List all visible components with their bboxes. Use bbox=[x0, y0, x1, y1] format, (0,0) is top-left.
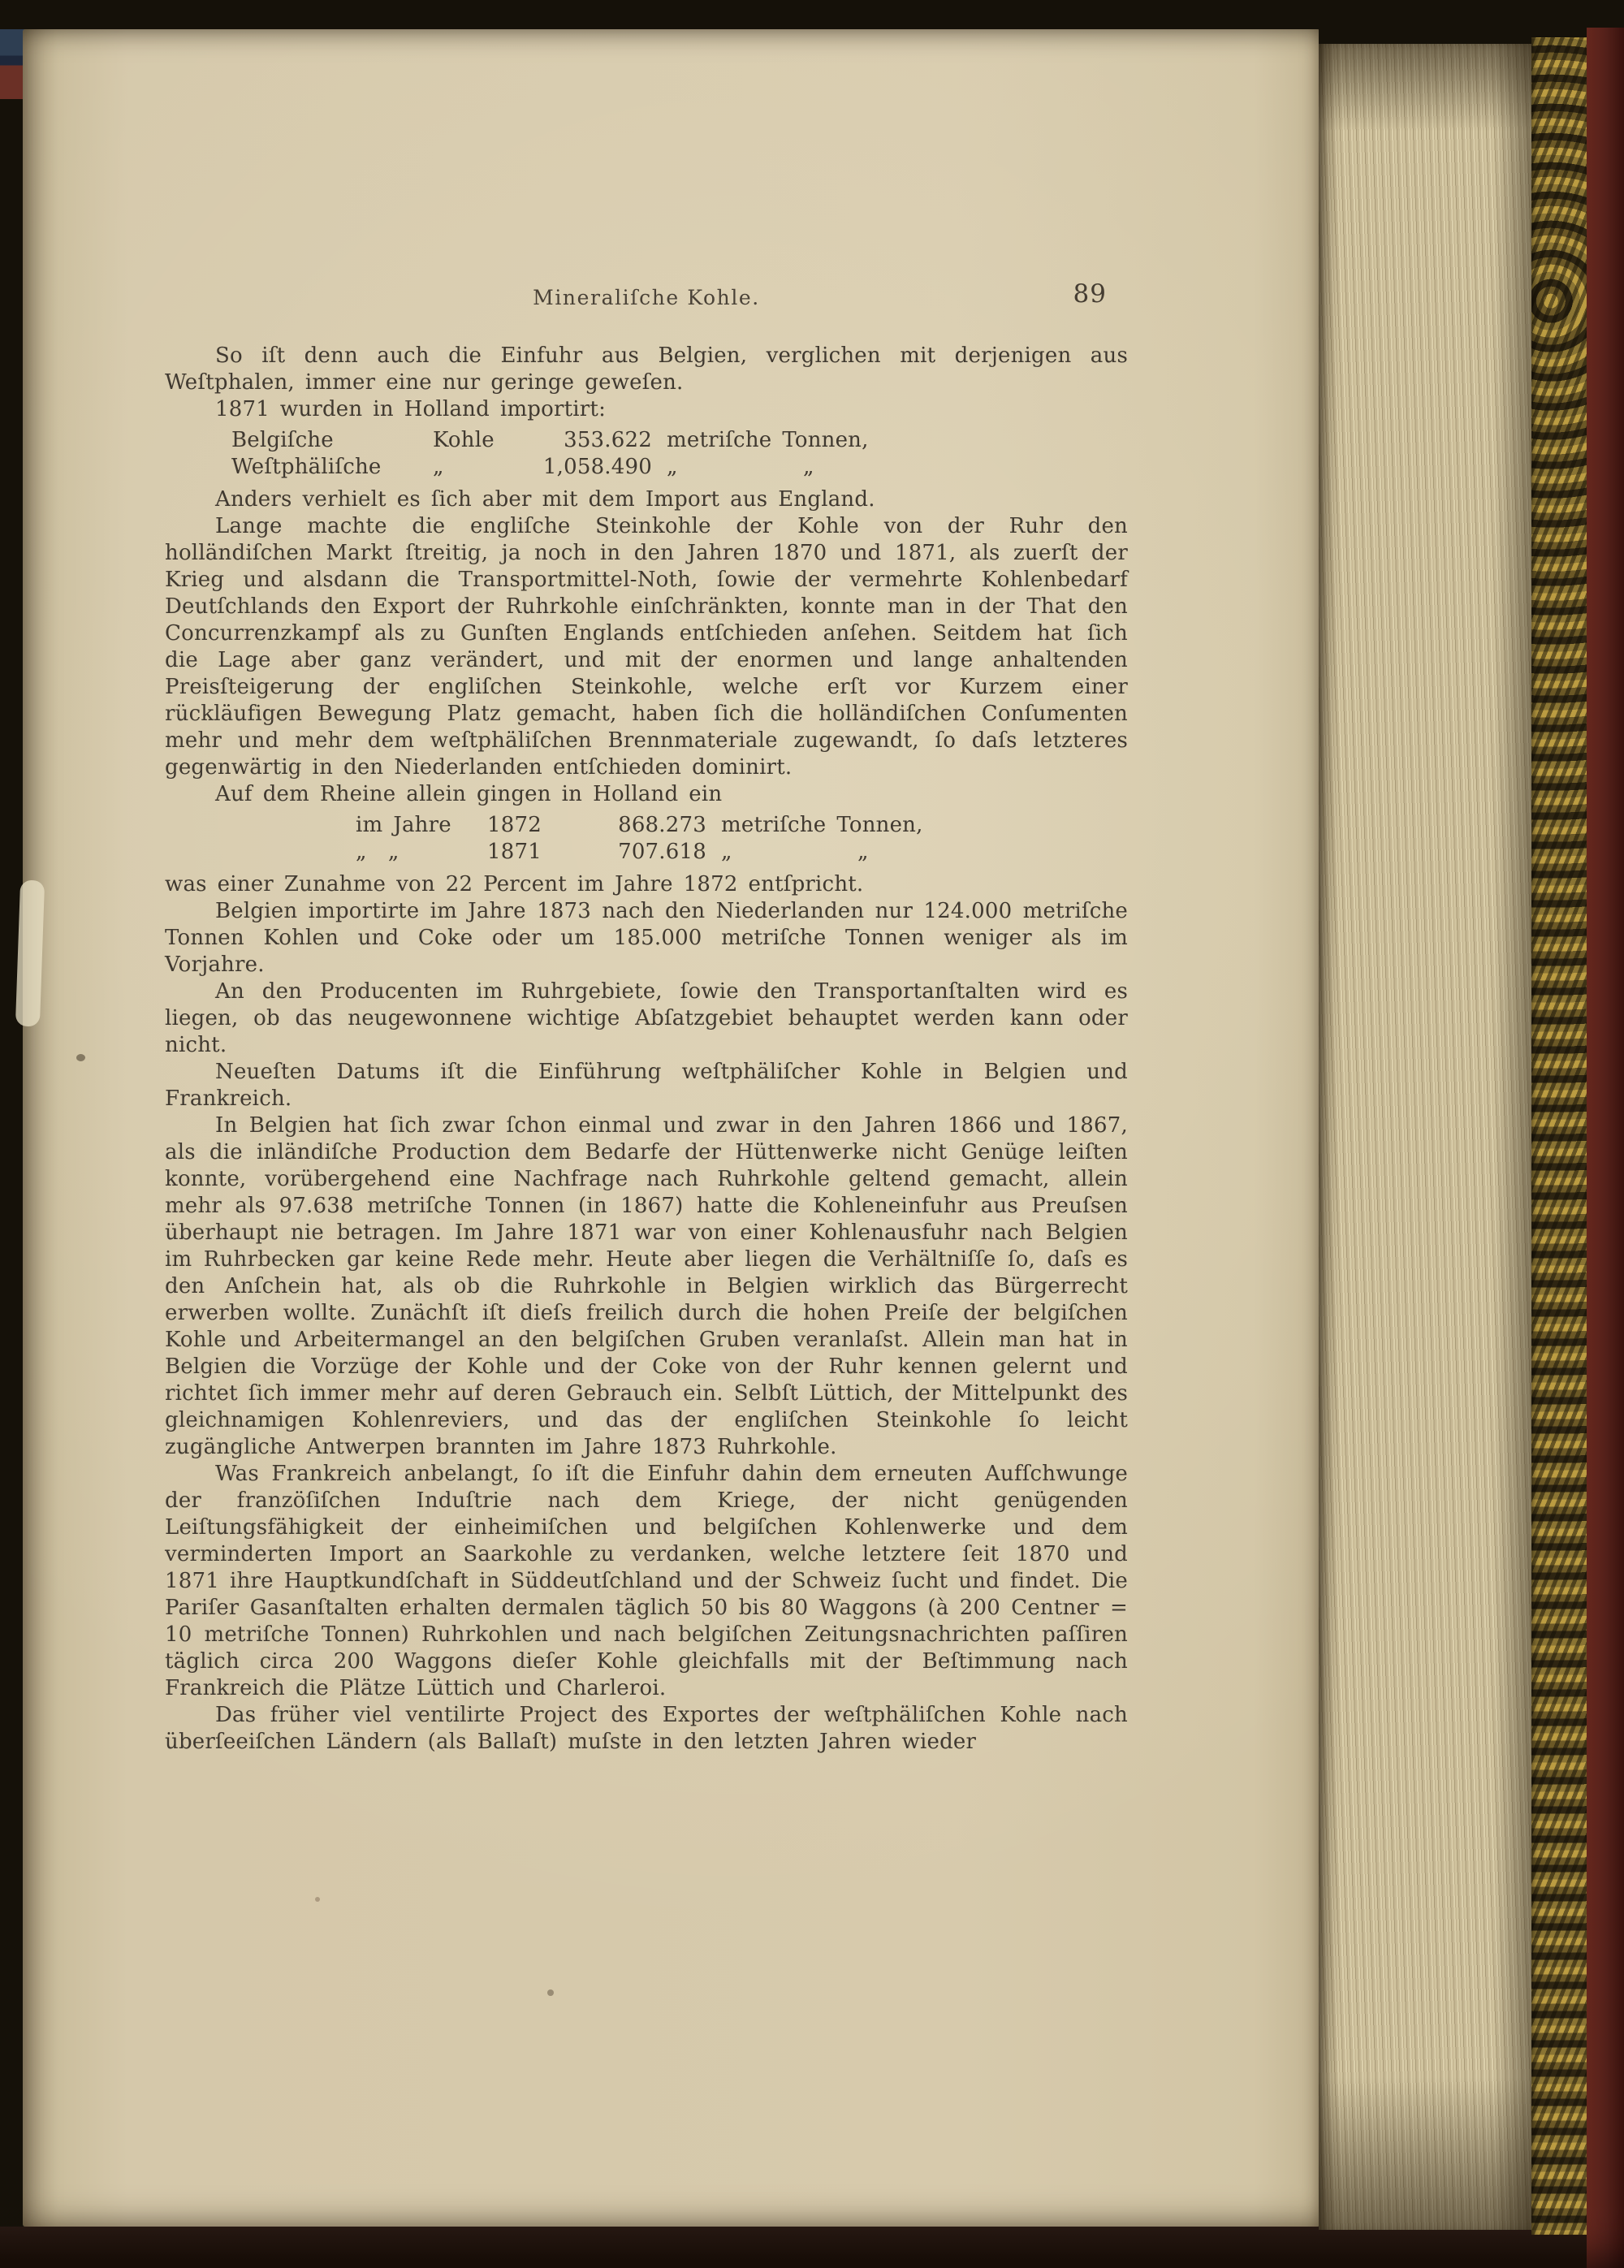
table-row bbox=[356, 839, 1128, 866]
table-cell: im Jahre bbox=[356, 813, 451, 837]
paragraph-newest-datum: Neueſten Datums iſt die Einführung weſtphäliſcher Kohle in Belgien und Frankreich. bbox=[165, 1060, 1128, 1111]
table-cell: 868.273 bbox=[618, 813, 706, 837]
table-cell: metriſche Tonnen, bbox=[667, 428, 869, 452]
text-block bbox=[165, 343, 1128, 1756]
table-cell: metriſche Tonnen, bbox=[721, 813, 923, 837]
running-title: Mineraliſche Kohle. bbox=[533, 286, 760, 309]
table-row bbox=[356, 812, 1128, 839]
table-cell: 353.622 bbox=[564, 428, 652, 452]
table-row bbox=[231, 454, 1128, 481]
table-cell: „ bbox=[803, 455, 814, 479]
book-headband bbox=[0, 29, 24, 99]
paragraph-increase-1872: was einer Zunahme von 22 Percent im Jahre 1872 entſpricht. bbox=[165, 872, 864, 896]
paragraph-producers: An den Producenten im Ruhrgebiete, ſowie den Transportanſtalten wird es liegen, ob das neugewonnene wichtige Abſatzgebiet behauptet werden kann oder nicht. bbox=[165, 979, 1128, 1057]
table-cell: 1871 bbox=[487, 840, 542, 864]
table-cell: Belgiſche bbox=[231, 428, 334, 452]
table-cell: 1,058.490 bbox=[542, 455, 652, 479]
paragraph-1871-import: 1871 wurden in Holland importirt: bbox=[215, 397, 607, 421]
table-cell: 707.618 bbox=[618, 840, 706, 864]
page-header bbox=[165, 279, 1128, 322]
paper-speck bbox=[76, 1054, 85, 1061]
table-cell: „ „ bbox=[356, 840, 400, 864]
book-page-edges bbox=[1319, 44, 1531, 2230]
table-cell: „ bbox=[433, 455, 444, 479]
table-cell: „ bbox=[857, 840, 869, 864]
paragraph-france: Was Frankreich anbelangt, ſo iſt die Einfuhr dahin dem erneuten Aufſchwunge der franzöſiſchen Induſtrie nach dem Kriege, der nicht genügenden Leiſtungsfähigkeit der einheimiſchen und belgiſchen Kohlenwerke und dem verminderten Import an Saarkohle zu verdanken, welche letztere ſeit 1870 und 1871 ihre Hauptkundſchaft in Süddeutſchland und der Schweiz ſucht und findet. Die Pariſer Gasanſtalten erhalten dermalen täglich 50 bis 80 Waggons (à 200 Centner = 10 metriſche Tonnen) Ruhrkohlen und nach belgiſchen Zeitungsnachrichten paſſiren täglich circa 200 Waggons dieſer Kohle gleichfalls mit der Beſtimmung nach Frankreich die Plätze Lüttich und Charleroi. bbox=[165, 1462, 1128, 1700]
paragraph-ruhr-competition: Lange machte die engliſche Steinkohle der Kohle von der Ruhr den holländiſchen Markt ſtreitig, ja noch in den Jahren 1870 und 1871, als zuerſt der Krieg und alsdann die Transportmittel-Noth, ſowie der vermehrte Kohlenbedarf Deutſchlands den Export der Ruhrkohle einſchränkten, konnte man in der That den Concurrenzkampf als zu Gunſten Englands entſchieden anſehen. Seitdem hat ſich die Lage aber ganz verändert, und mit der enormen und lange anhaltenden Preisſteigerung der engliſchen Steinkohle, welche erſt vor Kurzem einer rückläufigen Bewegung Platz gemacht, haben ſich die holländiſchen Conſumenten mehr und mehr dem weſtphäliſchen Brennmateriale zugewandt, ſo daſs letzteres gegenwärtig in den Niederlanden entſchieden dominirt. bbox=[165, 514, 1128, 780]
table-cell: 1872 bbox=[487, 813, 542, 837]
book-page bbox=[23, 29, 1319, 2227]
page-number: 89 bbox=[1073, 279, 1107, 309]
table-cell: Weſtphäliſche bbox=[231, 455, 382, 479]
rhine-import-table bbox=[356, 812, 1128, 866]
paper-speck bbox=[547, 1989, 554, 1996]
paragraph-england-import: Anders verhielt es ſich aber mit dem Import aus England. bbox=[215, 487, 875, 512]
table-cell: Kohle bbox=[433, 428, 495, 452]
paper-tear-mark bbox=[15, 880, 45, 1027]
paragraph-belgium-1873: Belgien importirte im Jahre 1873 nach den Niederlanden nur 124.000 metriſche Tonnen Kohlen und Coke oder um 185.000 metriſche Tonnen weniger als im Vorjahre. bbox=[165, 899, 1128, 977]
paragraph-rhine-lead: Auf dem Rheine allein gingen in Holland ein bbox=[215, 782, 723, 806]
book-bottom-board bbox=[0, 2227, 1592, 2268]
table-row bbox=[231, 427, 1128, 454]
paragraph-belgium-history: In Belgien hat ſich zwar ſchon einmal und zwar in den Jahren 1866 und 1867, als die inländiſche Production dem Bedarfe der Hüttenwerke nicht Genüge leiſten konnte, vorübergehend eine Nachfrage nach Ruhrkohle geltend gemacht, allein mehr als 97.638 metriſche Tonnen (in 1867) hatte die Kohleneinfuhr aus Preuſsen überhaupt nie betragen. Im Jahre 1871 war von einer Kohlenausfuhr nach Belgien im Ruhrbecken gar keine Rede mehr. Heute aber liegen die Verhältniſſe ſo, daſs es den Anſchein hat, als ob die Ruhrkohle in Belgien wirklich das Bürgerrecht erwerben wollte. Zunächſt iſt dieſs freilich durch die hohen Preiſe der belgiſchen Kohle und Arbeitermangel an den belgiſchen Gruben veranlaſst. Allein man hat in Belgien die Vorzüge der Kohle und der Coke von der Ruhr kennen gelernt und richtet ſich immer mehr auf deren Gebrauch ein. Selbſt Lüttich, der Mittelpunkt des gleichnamigen Kohlenreviers, und das der engliſchen Steinkohle ſo leicht zugängliche Antwerpen brannten im Jahre 1873 Ruhrkohle. bbox=[165, 1113, 1128, 1459]
paragraph-export-project: Das früher viel ventilirte Project des Exportes der weſtphäliſchen Kohle nach überſeeiſchen Ländern (als Ballaſt) muſste in den letzten Jahren wieder bbox=[165, 1703, 1128, 1754]
table-cell: „ bbox=[721, 840, 732, 864]
paragraph-belgium-intro: So iſt denn auch die Einfuhr aus Belgien, verglichen mit derjenigen aus Weſtphalen, immer eine nur geringe geweſen. bbox=[165, 343, 1128, 395]
holland-import-table bbox=[231, 427, 1128, 481]
paper-speck bbox=[315, 1897, 320, 1902]
leather-cover-edge bbox=[1587, 28, 1624, 2268]
table-cell: „ bbox=[667, 455, 678, 479]
marbled-cover-edge bbox=[1531, 37, 1587, 2235]
